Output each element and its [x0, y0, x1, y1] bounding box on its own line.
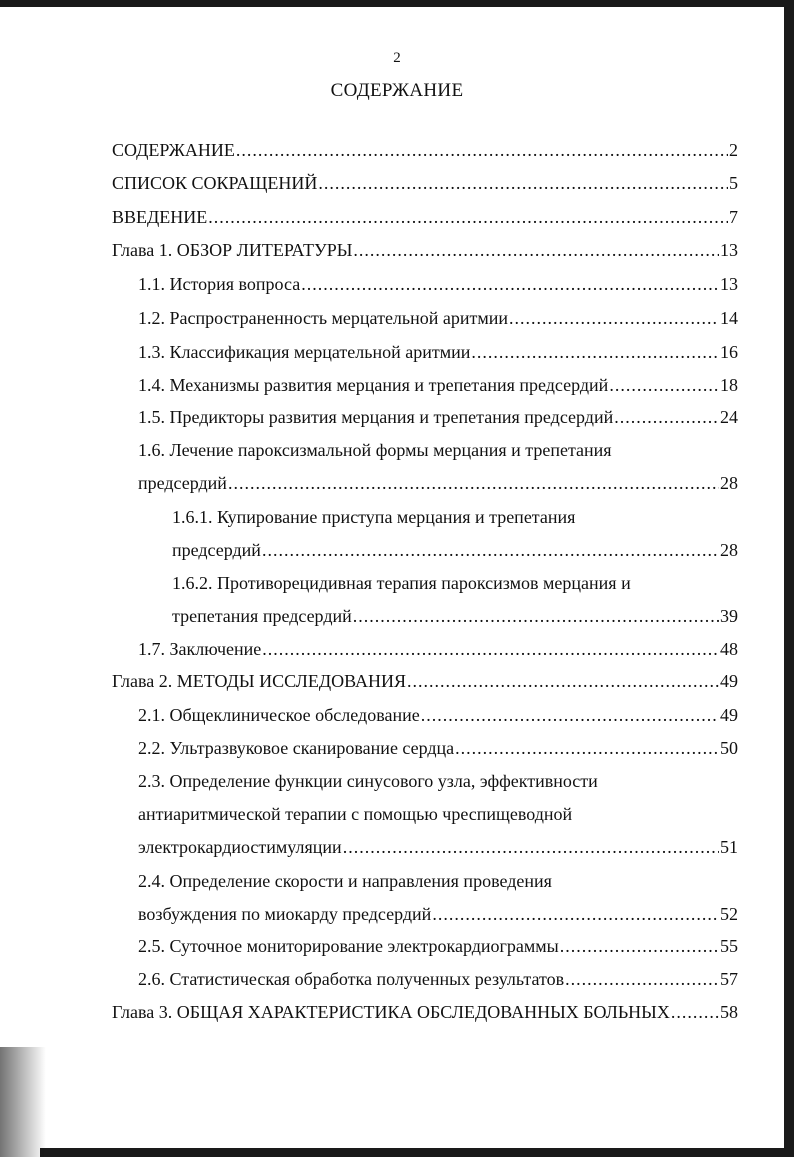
toc-entry-title: 1.5. Предикторы развития мерцания и трепетания предсердий [138, 407, 614, 427]
toc-leader [432, 903, 719, 925]
toc-entry-line[interactable] [172, 572, 631, 594]
toc-entry-line[interactable] [138, 803, 572, 825]
toc-entry-title: электрокардиостимуляции [138, 837, 342, 857]
toc-leader [262, 539, 719, 561]
toc-leader [471, 341, 719, 363]
toc-entry-page: 13 [720, 240, 738, 260]
toc-entry[interactable] [112, 670, 738, 692]
toc-leader [353, 605, 719, 627]
toc-entry-page: 49 [720, 705, 738, 725]
scan-shadow [0, 1047, 46, 1157]
toc-entry-title: 1.7. Заключение [138, 639, 262, 659]
toc-leader [609, 374, 719, 396]
scan-border-top [0, 0, 794, 7]
toc-entry-title: 2.5. Суточное мониторирование электрокардиограммы [138, 936, 559, 956]
toc-leader [208, 206, 728, 228]
toc-entry-page: 18 [720, 375, 738, 395]
scan-border-bottom [40, 1148, 794, 1157]
toc-entry-page: 7 [729, 207, 738, 227]
toc-entry[interactable] [112, 139, 738, 161]
toc-entry-line[interactable] [172, 506, 575, 528]
toc-leader [343, 836, 719, 858]
toc-entry-page: 2 [729, 140, 738, 160]
toc-entry-page: 39 [720, 606, 738, 626]
toc-entry[interactable] [138, 273, 738, 295]
toc-entry[interactable] [112, 1001, 738, 1023]
toc-leader [614, 406, 719, 428]
toc-entry-page: 5 [729, 173, 738, 193]
toc-entry[interactable] [172, 539, 738, 561]
toc-entry-title: 2.6. Статистическая обработка полученных результатов [138, 969, 565, 989]
toc-entry[interactable] [138, 704, 738, 726]
toc-entry-title: 2.2. Ультразвуковое сканирование сердца [138, 738, 455, 758]
toc-entry-title: 2.1. Общеклиническое обследование [138, 705, 420, 725]
toc-entry-page: 13 [720, 274, 738, 294]
toc-leader [565, 968, 719, 990]
toc-leader [318, 172, 728, 194]
toc-entry-title: 2.3. Определение функции синусового узла, эффективности [138, 771, 598, 791]
toc-entry-page: 28 [720, 540, 738, 560]
toc-entry-title: 2.4. Определение скорости и направления проведения [138, 871, 552, 891]
toc-leader [301, 273, 719, 295]
toc-entry-page: 50 [720, 738, 738, 758]
toc-entry-title: антиаритмической терапии с помощью чреспищеводной [138, 804, 573, 824]
scan-border-right [784, 0, 794, 1157]
toc-entry[interactable] [138, 935, 738, 957]
toc-entry-line[interactable] [138, 770, 598, 792]
toc-leader [671, 1001, 719, 1023]
toc-leader [262, 638, 719, 660]
toc-entry-title: ВВЕДЕНИЕ [112, 207, 208, 227]
toc-entry[interactable] [138, 903, 738, 925]
toc-entry-title: СОДЕРЖАНИЕ [112, 140, 235, 160]
toc-entry-title: предсердий [172, 540, 261, 560]
toc-entry[interactable] [138, 341, 738, 363]
toc-entry-page: 16 [720, 342, 738, 362]
toc-entry[interactable] [138, 737, 738, 759]
toc-entry-title: 1.6. Лечение пароксизмальной формы мерцания и трепетания [138, 440, 612, 460]
toc-entry-page: 24 [720, 407, 738, 427]
toc-leader [421, 704, 719, 726]
toc-leader [560, 935, 719, 957]
toc-leader [353, 239, 719, 261]
toc-entry-page: 14 [720, 308, 738, 328]
toc-entry[interactable] [172, 605, 738, 627]
toc-entry-page: 58 [720, 1002, 738, 1022]
toc-entry-line[interactable] [138, 870, 552, 892]
toc-entry-page: 48 [720, 639, 738, 659]
toc-leader [407, 670, 719, 692]
toc-entry-title: СПИСОК СОКРАЩЕНИЙ [112, 173, 318, 193]
toc-entry-title: 1.4. Механизмы развития мерцания и трепетания предсердий [138, 375, 609, 395]
toc-entry-page: 28 [720, 473, 738, 493]
page-title: СОДЕРЖАНИЕ [330, 80, 464, 101]
toc-leader [236, 139, 728, 161]
toc-entry-page: 52 [720, 904, 738, 924]
toc-entry[interactable] [138, 406, 738, 428]
toc-entry-title: Глава 2. МЕТОДЫ ИССЛЕДОВАНИЯ [112, 671, 407, 691]
toc-entry[interactable] [112, 239, 738, 261]
page-number: 2 [393, 50, 401, 66]
toc-entry-title: предсердий [138, 473, 227, 493]
toc-entry[interactable] [112, 172, 738, 194]
toc-entry-title: 1.1. История вопроса [138, 274, 301, 294]
toc-leader [228, 472, 719, 494]
toc-entry[interactable] [138, 307, 738, 329]
toc-entry[interactable] [138, 374, 738, 396]
toc-entry-title: 1.2. Распространенность мерцательной аритмии [138, 308, 509, 328]
toc-entry-page: 49 [720, 671, 738, 691]
toc-entry-title: 1.3. Классификация мерцательной аритмии [138, 342, 471, 362]
toc-entry[interactable] [138, 836, 738, 858]
toc-leader [455, 737, 719, 759]
toc-entry-page: 55 [720, 936, 738, 956]
toc-entry-title: Глава 1. ОБЗОР ЛИТЕРАТУРЫ [112, 240, 353, 260]
toc-entry-page: 51 [720, 837, 738, 857]
toc-entry-title: 1.6.2. Противорецидивная терапия пароксизмов мерцания и [172, 573, 631, 593]
toc-leader [509, 307, 719, 329]
toc-entry-title: возбуждения по миокарду предсердий [138, 904, 432, 924]
toc-entry-title: трепетания предсердий [172, 606, 352, 626]
toc-entry-page: 57 [720, 969, 738, 989]
toc-entry-title: Глава 3. ОБЩАЯ ХАРАКТЕРИСТИКА ОБСЛЕДОВАННЫХ БОЛЬНЫХ [112, 1002, 670, 1022]
toc-entry[interactable] [112, 206, 738, 228]
toc-entry[interactable] [138, 472, 738, 494]
toc-entry[interactable] [138, 968, 738, 990]
toc-entry[interactable] [138, 638, 738, 660]
toc-entry-line[interactable] [138, 439, 612, 461]
toc-entry-title: 1.6.1. Купирование приступа мерцания и трепетания [172, 507, 576, 527]
